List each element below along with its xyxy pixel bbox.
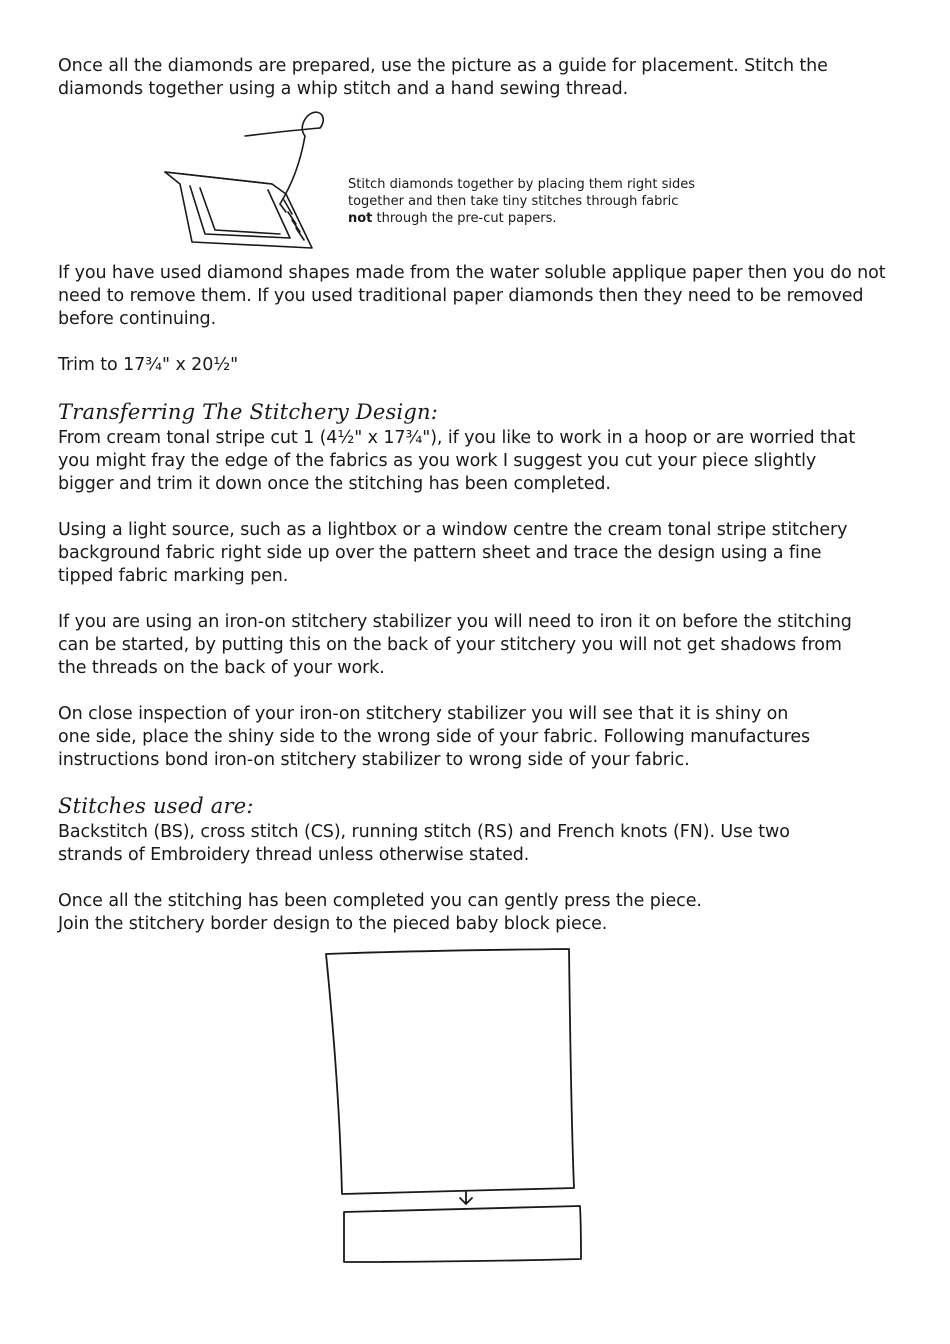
caption-line: together and then take tiny stitches through fabric — [348, 194, 679, 209]
stitches-line: strands of Embroidery thread unless otherwise stated. — [58, 845, 530, 865]
intro-line: diamonds together using a whip stitch and a hand sewing thread. — [58, 79, 629, 99]
intro-paragraph — [58, 55, 908, 101]
assembly-diagram — [320, 944, 590, 1268]
inspection-line: one side, place the shiny side to the wrong side of your fabric. Following manufactures — [58, 727, 811, 747]
stitches-line: Backstitch (BS), cross stitch (CS), running stitch (RS) and French knots (FN). Use two — [58, 822, 790, 842]
inspection-line: On close inspection of your iron-on stitchery stabilizer you will see that it is shiny on — [58, 704, 789, 724]
baby-block-piece — [326, 949, 574, 1194]
light-line: background fabric right side up over the pattern sheet and trace the design using a fine — [58, 543, 822, 563]
join-arrow-icon — [460, 1192, 472, 1204]
stabilizer-line: the threads on the back of your work. — [58, 658, 385, 678]
cut-line: you might fray the edge of the fabrics as you work I suggest you cut your piece slightly — [58, 451, 817, 471]
final-line: Join the stitchery border design to the pieced baby block piece. — [58, 914, 608, 934]
whip-stitch-illustration — [160, 104, 330, 254]
removal-line: need to remove them. If you used traditional paper diamonds then they need to be removed — [58, 286, 864, 306]
removal-paragraph — [58, 262, 908, 331]
stabilizer-paragraph — [58, 611, 908, 680]
transfer-heading: Transferring The Stitchery Design: — [58, 400, 439, 424]
inspection-line: instructions bond iron-on stitchery stabilizer to wrong side of your fabric. — [58, 750, 690, 770]
final-paragraph — [58, 890, 908, 936]
light-line: tipped fabric marking pen. — [58, 566, 289, 586]
trim-instruction — [58, 354, 908, 377]
cut-paragraph — [58, 427, 908, 496]
stitches-heading: Stitches used are: — [58, 794, 254, 818]
stabilizer-line: can be started, by putting this on the back of your stitchery you will not get shadows from — [58, 635, 842, 655]
trim-text: Trim to 17¾" x 20½" — [58, 355, 239, 375]
removal-line: If you have used diamond shapes made from the water soluble applique paper then you do not — [58, 263, 886, 283]
illustration-caption — [348, 176, 695, 227]
caption-line-rest: through the pre-cut papers. — [372, 211, 557, 226]
stitchery-border-piece — [344, 1206, 581, 1262]
caption-line: Stitch diamonds together by placing them right sides — [348, 177, 696, 192]
stabilizer-line: If you are using an iron-on stitchery stabilizer you will need to iron it on before the stitching — [58, 612, 852, 632]
light-line: Using a light source, such as a lightbox or a window centre the cream tonal stripe stitchery — [58, 520, 848, 540]
intro-line: Once all the diamonds are prepared, use the picture as a guide for placement. Stitch the — [58, 56, 828, 76]
final-line: Once all the stitching has been completed you can gently press the piece. — [58, 891, 702, 911]
caption-emphasis: not — [348, 211, 373, 226]
cut-line: bigger and trim it down once the stitching has been completed. — [58, 474, 611, 494]
stitches-paragraph — [58, 821, 908, 867]
inspection-paragraph — [58, 703, 908, 772]
removal-line: before continuing. — [58, 309, 217, 329]
cut-line: From cream tonal stripe cut 1 (4½" x 17¾"), if you like to work in a hoop or are worried that — [58, 428, 856, 448]
caption-line — [348, 210, 695, 227]
light-source-paragraph — [58, 519, 908, 588]
